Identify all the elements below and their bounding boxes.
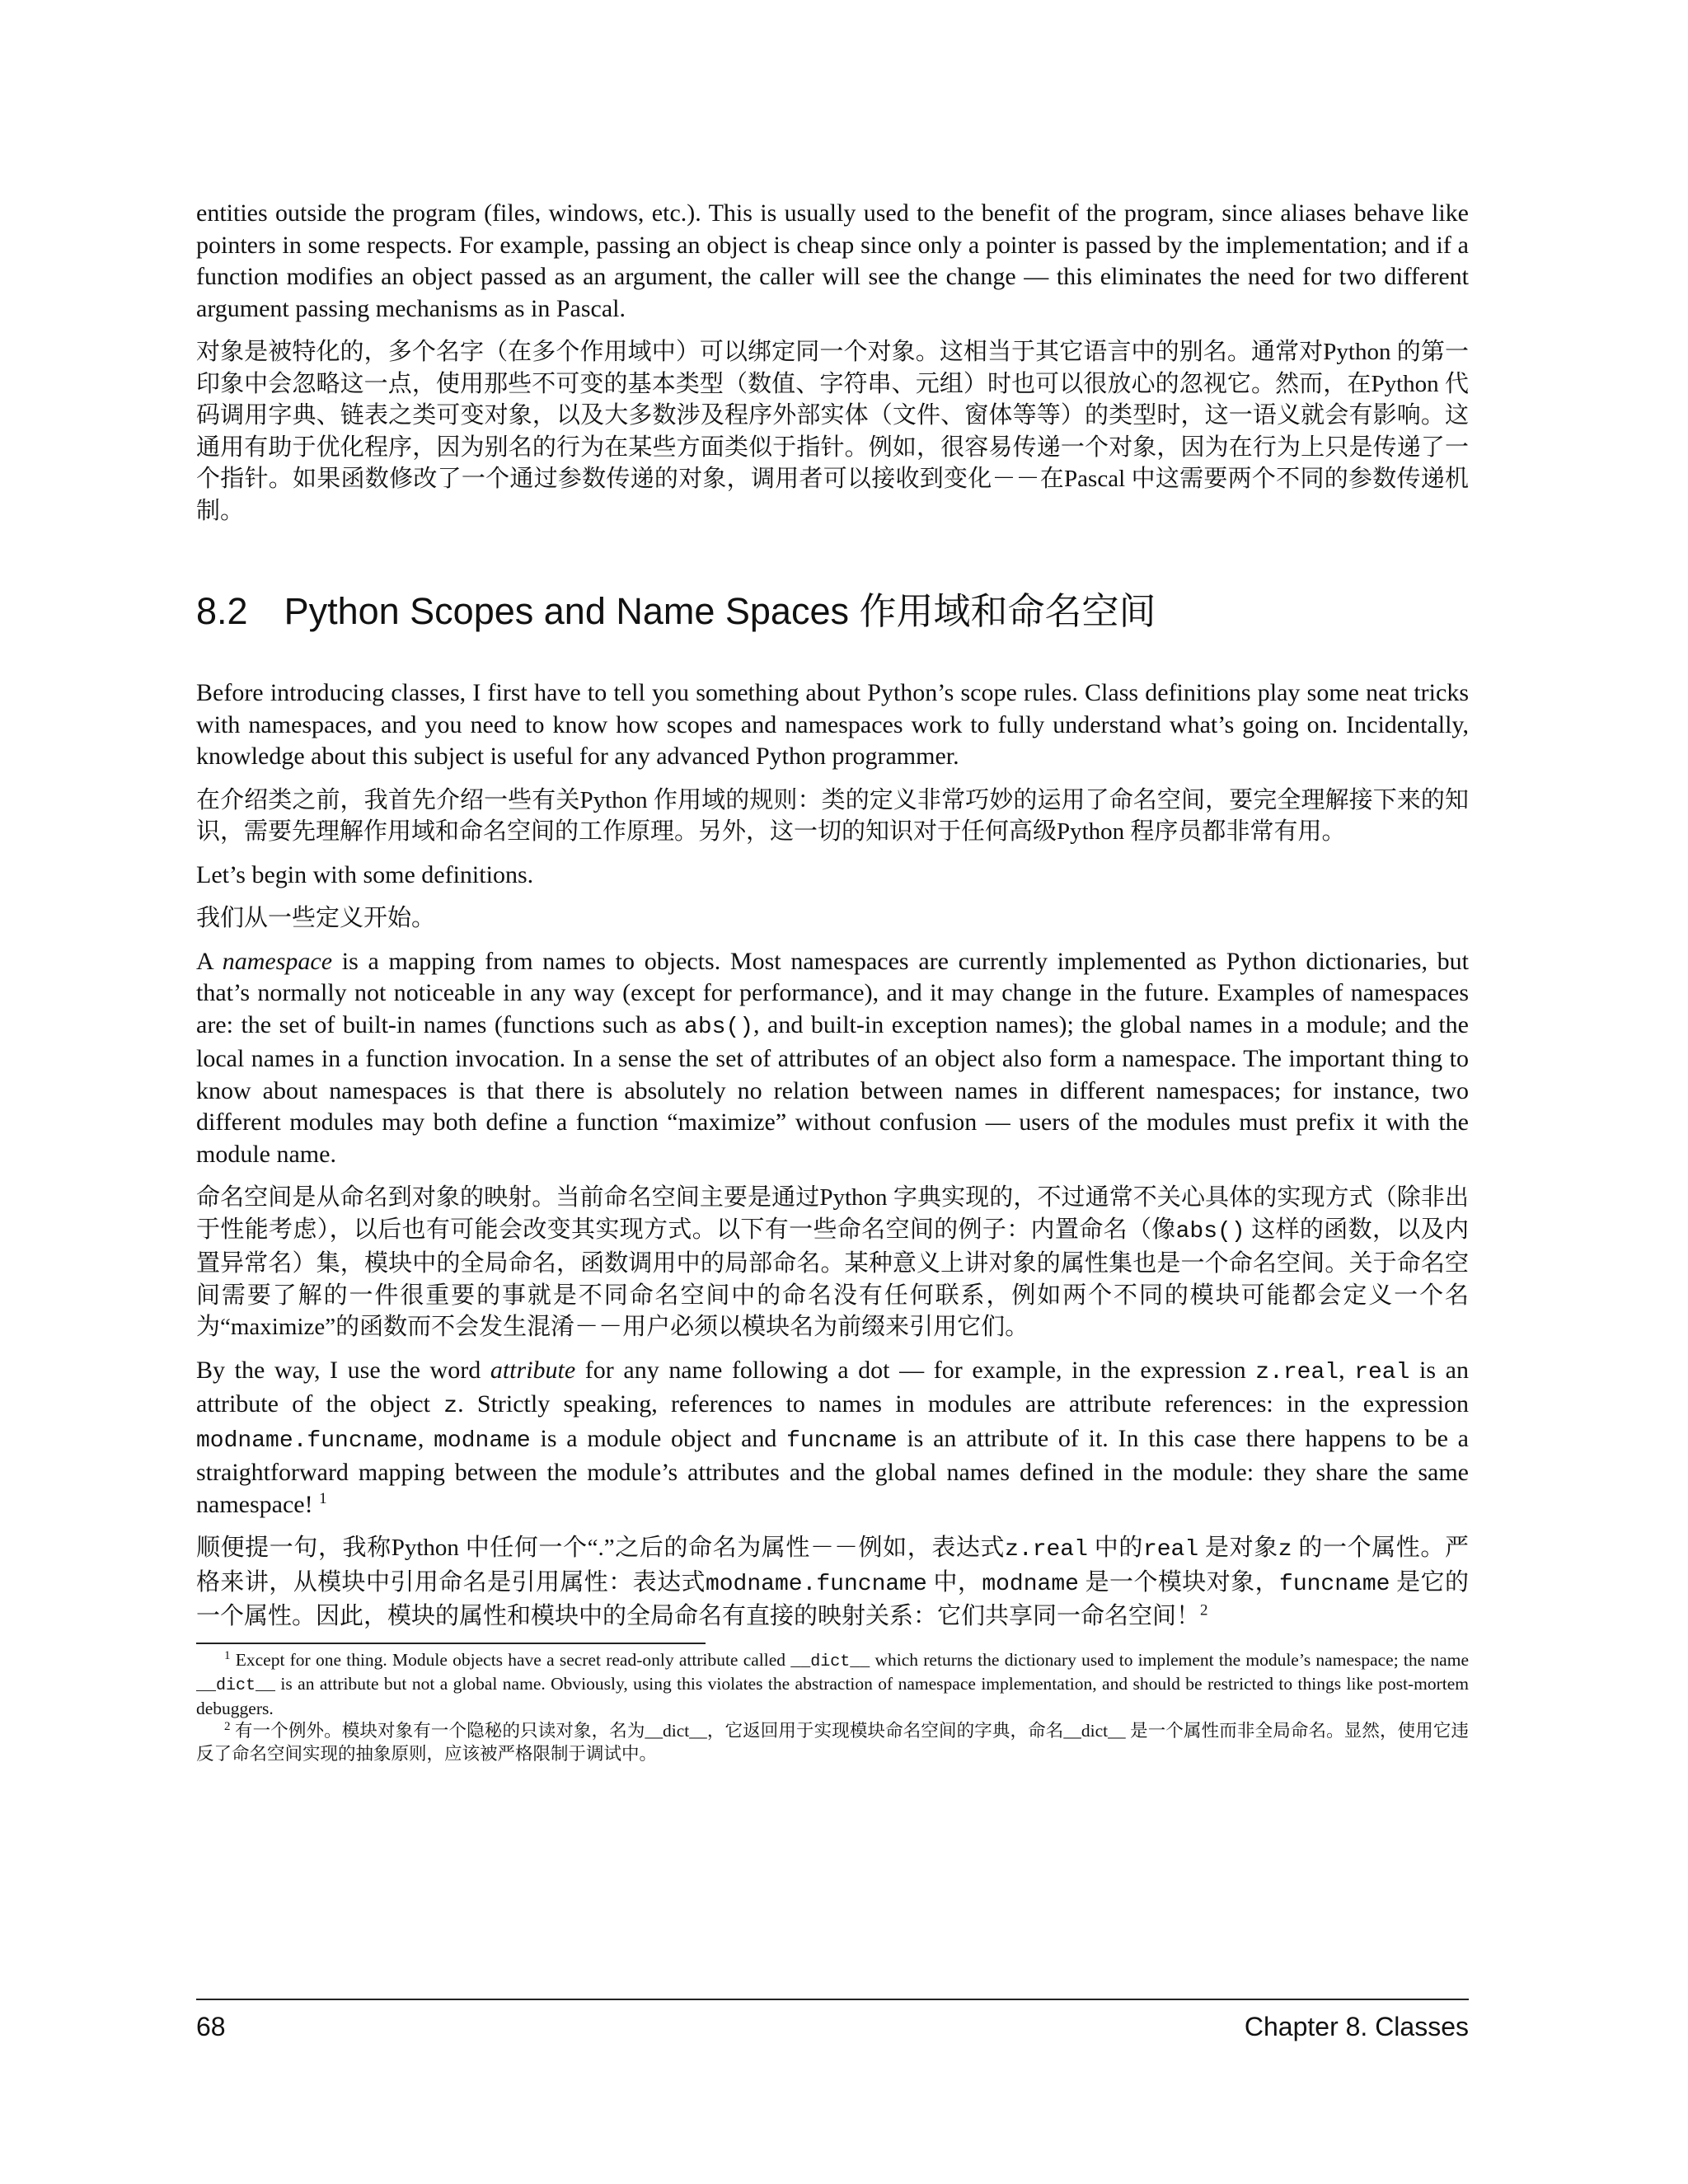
code-z-real-zh: z.real: [1005, 1537, 1088, 1563]
code-real-zh: real: [1142, 1537, 1199, 1563]
intro-paragraph-zh: 对象是被特化的，多个名字（在多个作用域中）可以绑定同一个对象。这相当于其它语言中的别名。通常对Python 的第一印象中会忽略这一点，使用那些不可变的基本类型（数值、字符串、元组）时也可以很放心的忽视它。然而，在Python 代码调用字典、链表之类可变对象，以及大多数涉及程序外部实体（文件、窗体等等）的类型时，这一语义就会有影响。这通用有助于优化程序，因为别名的行为在某些方面类似于指针。例如，很容易传递一个对象，因为在行为上只是传递了一个指针。如果函数修改了一个通过参数传递的对象，调用者可以接收到变化－－在Pascal 中这需要两个不同的参数传递机制。: [196, 339, 1469, 524]
code-real: real: [1354, 1359, 1410, 1385]
paragraph-scope-intro-en: Before introducing classes, I first have to tell you something about Python’s scope rules. Class definitions play some neat tricks with namespaces, and you need to know how scopes and namespaces work to fully understand what’s going on. Incidentally, knowledge about this subject is useful for any advanced Python programmer.: [196, 679, 1469, 770]
term-namespace: namespace: [222, 947, 333, 975]
section-number: 8.2: [196, 590, 248, 632]
code-modname-funcname-zh: modname.funcname: [705, 1571, 927, 1597]
footnote-ref-2: 2: [1200, 1601, 1208, 1619]
code-abs-zh: abs(): [1175, 1218, 1245, 1244]
code-abs: abs(): [684, 1014, 754, 1040]
code-z: z: [443, 1394, 458, 1419]
paragraph-attribute-zh: 顺便提一句，我称Python 中任何一个“.”之后的命名为属性－－例如，表达式z.real 中的real 是对象z 的一个属性。严格来讲，从模块中引用命名是引用属性：表达式modname.funcname 中，modname 是一个模块对象，funcname 是它的一个属性。因此，模块的属性和模块中的全局命名有直接的映射关系：它们共享同一命名空间！$^2$: [196, 1535, 1469, 1629]
paragraph-definitions-zh: 我们从一些定义开始。: [196, 905, 436, 931]
code-z-zh: z: [1278, 1537, 1292, 1563]
code-modname: modname: [434, 1427, 531, 1454]
footnote-1: $^1$ Except for one thing. Module objects have a secret read-only attribute called __dict__ which returns the dictionary used to implement the module’s namespace; the name __dict__ is an attribute but not a global name. Obviously, using this violates the abstraction of namespace implementation, and should be restricted to things like post-mortem debuggers.: [196, 1648, 1469, 1718]
paragraph-definitions-en: Let’s begin with some definitions.: [196, 860, 534, 888]
paragraph-namespace-zh: 命名空间是从命名到对象的映射。当前命名空间主要是通过Python 字典实现的，不过通常不关心具体的实现方式（除非出于性能考虑），以后也有可能会改变其实现方式。以下有一些命名空间的例子：内置命名（像abs() 这样的函数，以及内置异常名）集，模块中的全局命名，函数调用中的局部命名。某种意义上讲对象的属性集也是一个命名空间。关于命名空间需要了解的一件很重要的事就是不同命名空间中的命名没有任何联系，例如两个不同的模块可能都会定义一个名为“maximize”的函数而不会发生混淆－－用户必须以模块名为前缀来引用它们。: [196, 1184, 1469, 1340]
term-attribute: attribute: [490, 1356, 576, 1384]
section-title: Python Scopes and Name Spaces 作用域和命名空间: [284, 590, 1156, 632]
chapter-label: Chapter 8. Classes: [1244, 2012, 1469, 2041]
paragraph-attribute-en: By the way, I use the word attribute for any name following a dot — for example, in the expression z.real, real is an attribute of the object z. Strictly speaking, references to names in modules are attribute references: in the expression modname.funcname, modname is a module object and funcname is an attribute of it. In this case there happens to be a straightforward mapping between the module’s attributes and the global names defined in the module: they share the same namespace! $^1$: [196, 1356, 1469, 1518]
page-content: [196, 198, 1469, 1765]
paragraph-namespace-en: A namespace is a mapping from names to objects. Most namespaces are currently implemented as Python dictionaries, but that’s normally not noticeable in any way (except for performance), and it may change in the future. Examples of namespaces are: the set of built-in names (functions such as abs(), and built-in exception names); the global names in a module; and the local names in a function invocation. In a sense the set of attributes of an object also form a namespace. The important thing to know about namespaces is that there is absolutely no relation between names in different namespaces; for instance, two different modules may both define a function “maximize” without confusion — users of the modules must prefix it with the module name.: [196, 947, 1470, 1168]
code-funcname: funcname: [786, 1427, 898, 1454]
footnote-2: $^2$ 有一个例外。模块对象有一个隐秘的只读对象，名为__dict__，它返回用于实现模块命名空间的字典，命名__dict__ 是一个属性而非全局命名。显然，使用它违反了命名空间实现的抽象原则，应该被严格限制于调试中。: [196, 1719, 1469, 1764]
code-modname-zh: modname: [982, 1571, 1079, 1597]
code-funcname-zh: funcname: [1279, 1571, 1390, 1597]
page-footer: [196, 1999, 1469, 2042]
intro-paragraph-en: entities outside the program (files, windows, etc.). This is usually used to the benefit of the program, since aliases behave like pointers in some respects. For example, passing an object is cheap since only a pointer is passed by the implementation; and if a function modifies an object passed as an argument, the caller will see the change — this eliminates the need for two different argument passing mechanisms as in Pascal.: [196, 199, 1469, 322]
footnote-divider: [196, 1643, 706, 1644]
code-modname-funcname: modname.funcname: [196, 1427, 418, 1454]
code-z-real: z.real: [1255, 1359, 1339, 1385]
section-heading: [196, 581, 1469, 635]
page-number: 68: [196, 2012, 226, 2041]
paragraph-scope-intro-zh: 在介绍类之前，我首先介绍一些有关Python 作用域的规则：类的定义非常巧妙的运用了命名空间，要完全理解接下来的知识，需要先理解作用域和命名空间的工作原理。另外，这一切的知识对于任何高级Python 程序员都非常有用。: [196, 786, 1469, 845]
footnote-ref-1: 1: [319, 1489, 327, 1507]
